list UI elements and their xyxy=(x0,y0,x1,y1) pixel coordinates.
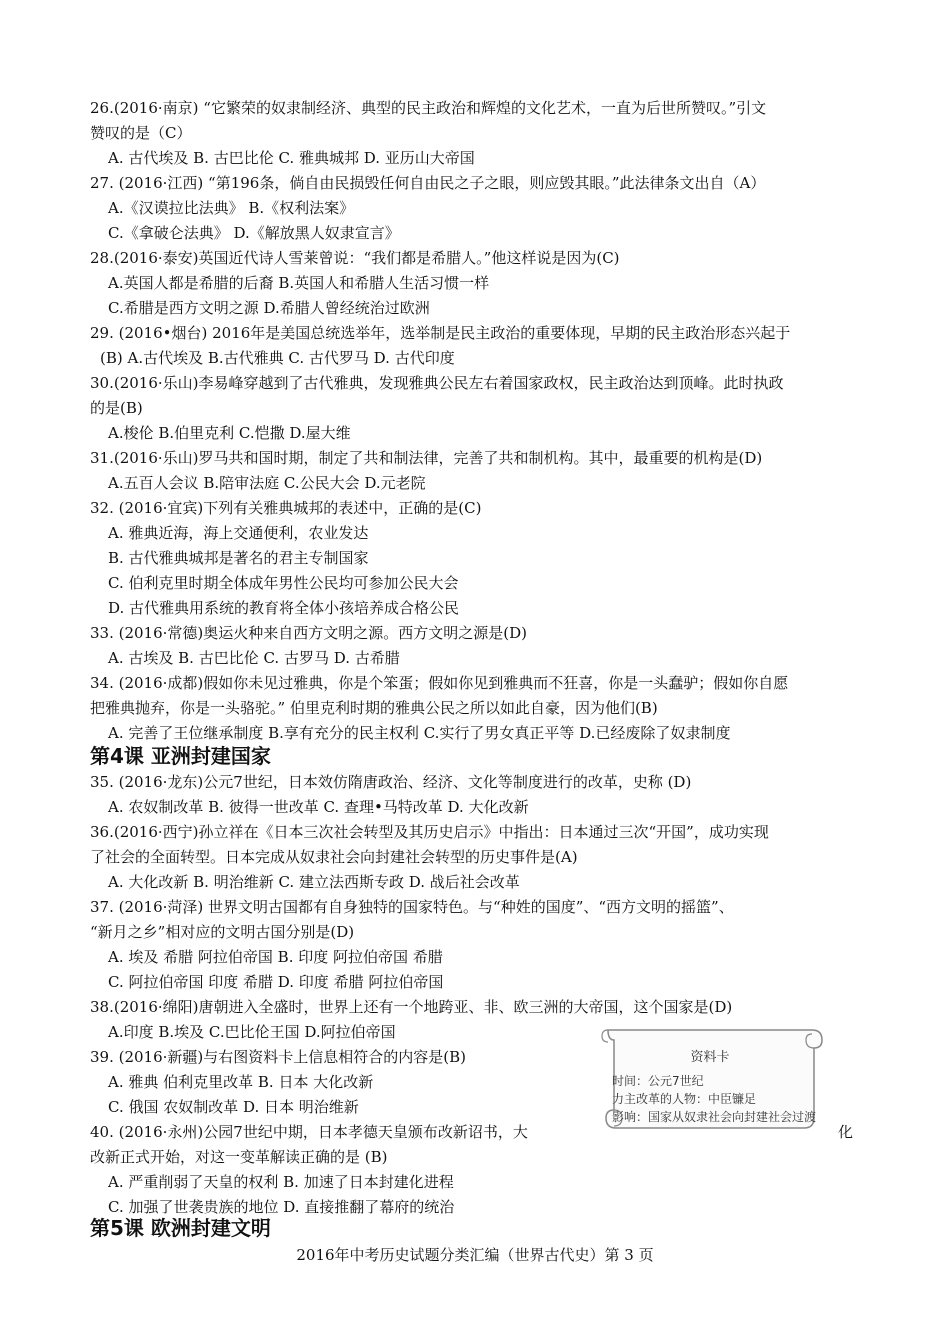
q40-options-1: A. 严重削弱了天皇的权利 B. 加速了日本封建化进程 xyxy=(108,1173,454,1191)
q26-options: A. 古代埃及 B. 古巴比伦 C. 雅典城邦 D. 亚历山大帝国 xyxy=(108,149,475,167)
resource-card xyxy=(596,1022,824,1134)
q34-options: A. 完善了王位继承制度 B.享有充分的民主权利 C.实行了男女真正平等 D.已经废除了奴隶制度 xyxy=(108,724,731,742)
q37-options-1: A. 埃及 希腊 阿拉伯帝国 B. 印度 阿拉伯帝国 希腊 xyxy=(108,948,443,966)
card-row-impact: 影响：国家从奴隶社会向封建社会过渡 xyxy=(612,1110,817,1124)
q28-options-1: A.英国人都是希腊的后裔 B.英国人和希腊人生活习惯一样 xyxy=(108,274,490,292)
q39-options-1: A. 雅典 伯利克里改革 B. 日本 大化改新 xyxy=(108,1073,374,1091)
q30-stem: 30.(2016·乐山)李易峰穿越到了古代雅典，发现雅典公民左右着国家政权，民主政治达到顶峰。此时执政 xyxy=(90,374,784,392)
q37-stem: 37. (2016·菏泽) 世界文明古国都有自身独特的国家特色。与“种姓的国度”、“西方文明的摇篮”、 xyxy=(90,898,734,916)
q34-stem: 34. (2016·成都)假如你未见过雅典，你是个笨蛋；假如你见到雅典而不狂喜，你是一头蠢驴；假如你自愿 xyxy=(90,674,789,692)
q40-options-2: C. 加强了世袭贵族的地位 D. 直接推翻了幕府的统治 xyxy=(108,1198,455,1216)
q39-stem: 39. (2016·新疆)与右图资料卡上信息相符合的内容是(B) xyxy=(90,1048,466,1066)
q36-options: A. 大化改新 B. 明治维新 C. 建立法西斯专政 D. 战后社会改革 xyxy=(108,873,520,891)
q40-stem-cont: 改新正式开始，对这一变革解读正确的是 (B) xyxy=(90,1148,388,1166)
q30-stem-cont: 的是(B) xyxy=(90,399,143,417)
lesson-5-heading: 第5课 欧洲封建文明 xyxy=(90,1216,271,1240)
card-row-time: 时间：公元7世纪 xyxy=(612,1074,704,1088)
lesson-4-heading: 第4课 亚洲封建国家 xyxy=(90,744,271,768)
q29-options: (B) A.古代埃及 B.古代雅典 C. 古代罗马 D. 古代印度 xyxy=(100,349,455,367)
q26-stem-cont: 赞叹的是（C） xyxy=(90,124,192,142)
q26-stem: 26.(2016·南京) “它繁荣的奴隶制经济、典型的民主政治和辉煌的文化艺术，一直为后世所赞叹。”引文 xyxy=(90,99,767,117)
q35-stem: 35. (2016·龙东)公元7世纪，日本效仿隋唐政治、经济、文化等制度进行的改革，史称 (D) xyxy=(90,773,692,791)
q33-options: A. 古埃及 B. 古巴比伦 C. 古罗马 D. 古希腊 xyxy=(108,649,400,667)
q39-options-2: C. 俄国 农奴制改革 D. 日本 明治维新 xyxy=(108,1098,359,1116)
q28-stem: 28.(2016·泰安)英国近代诗人雪莱曾说：“我们都是希腊人。”他这样说是因为(C) xyxy=(90,249,620,267)
q32-stem: 32. (2016·宜宾)下列有关雅典城邦的表述中，正确的是(C) xyxy=(90,499,482,517)
q40-stem-tail: 化 xyxy=(838,1123,854,1141)
q37-stem-cont: “新月之乡”相对应的文明古国分别是(D) xyxy=(90,923,355,941)
q35-options: A. 农奴制改革 B. 彼得一世改革 C. 查理•马特改革 D. 大化改新 xyxy=(108,798,529,816)
q38-stem: 38.(2016·绵阳)唐朝进入全盛时，世界上还有一个地跨亚、非、欧三洲的大帝国，这个国家是(D) xyxy=(90,998,733,1016)
q38-options: A.印度 B.埃及 C.巴比伦王国 D.阿拉伯帝国 xyxy=(108,1023,396,1041)
q36-stem: 36.(2016·西宁)孙立祥在《日本三次社会转型及其历史启示》中指出：日本通过三次“开国”，成功实现 xyxy=(90,823,769,841)
card-row-person: 力主改革的人物：中臣镰足 xyxy=(612,1092,757,1106)
q36-stem-cont: 了社会的全面转型。日本完成从奴隶社会向封建社会转型的历史事件是(A) xyxy=(90,848,578,866)
q27-stem: 27. (2016·江西) “第196条，倘自由民损毁任何自由民之子之眼，则应毁其眼。”此法律条文出自（A） xyxy=(90,174,766,192)
q34-stem-cont: 把雅典抛弃，你是一头骆驼。” 伯里克利时期的雅典公民之所以如此自豪，因为他们(B) xyxy=(90,699,658,717)
q29-stem: 29. (2016•烟台) 2016年是美国总统选举年，选举制是民主政治的重要体现，早期的民主政治形态兴起于 xyxy=(90,324,791,342)
q30-options: A.梭伦 B.伯里克利 C.恺撒 D.屋大维 xyxy=(108,424,351,442)
q37-options-2: C. 阿拉伯帝国 印度 希腊 D. 印度 希腊 阿拉伯帝国 xyxy=(108,973,444,991)
q31-options: A.五百人会议 B.陪审法庭 C.公民大会 D.元老院 xyxy=(108,474,426,492)
q40-stem: 40. (2016·永州)公园7世纪中期，日本孝德天皇颁布改新诏书，大 xyxy=(90,1123,528,1141)
q32-option-d: D. 古代雅典用系统的教育将全体小孩培养成合格公民 xyxy=(108,599,460,617)
q32-option-c: C. 伯利克里时期全体成年男性公民均可参加公民大会 xyxy=(108,574,459,592)
q33-stem: 33. (2016·常德)奥运火种来自西方文明之源。西方文明之源是(D) xyxy=(90,624,528,642)
card-title: 资料卡 xyxy=(690,1050,730,1065)
q27-options-2: C.《拿破仑法典》 D.《解放黑人奴隶宣言》 xyxy=(108,224,400,242)
q32-option-a: A. 雅典近海，海上交通便利，农业发达 xyxy=(108,524,369,542)
q27-options-1: A.《汉谟拉比法典》 B.《权利法案》 xyxy=(108,199,355,217)
q28-options-2: C.希腊是西方文明之源 D.希腊人曾经统治过欧洲 xyxy=(108,299,430,317)
q31-stem: 31.(2016·乐山)罗马共和国时期，制定了共和制法律，完善了共和制机构。其中，最重要的机构是(D) xyxy=(90,449,763,467)
q32-option-b: B. 古代雅典城邦是著名的君主专制国家 xyxy=(108,549,369,567)
page-footer: 2016年中考历史试题分类汇编（世界古代史）第 3 页 xyxy=(296,1246,654,1264)
